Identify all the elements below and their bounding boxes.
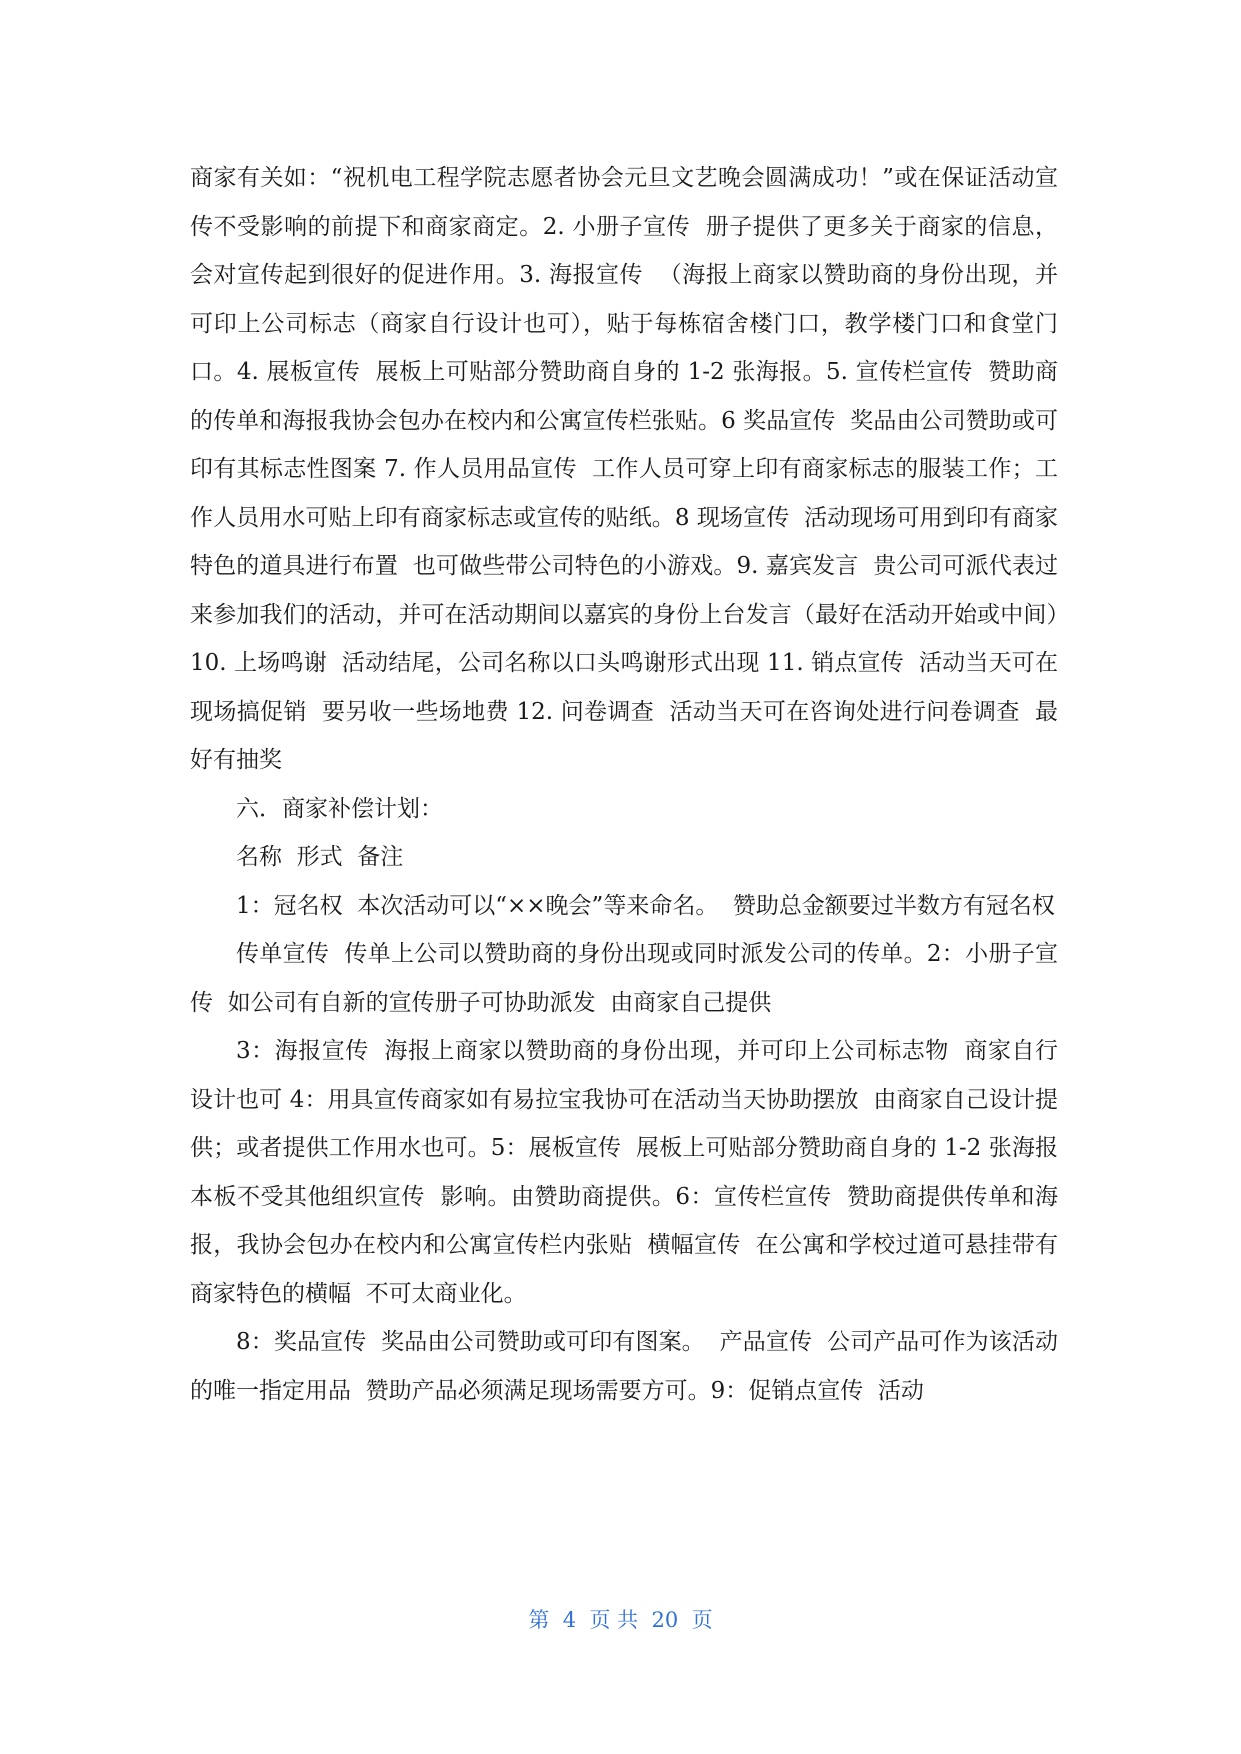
paragraph-flyer-booklet: 传单宣传 传单上公司以赞助商的身份出现或同时派发公司的传单。2：小册子宣传 如公司有自新的宣传册子可协助派发 由商家自己提供 (190, 941, 1058, 1016)
paragraph-sponsor-publicity: 商家有关如：“祝机电工程学院志愿者协会元旦文艺晚会圆满成功！”或在保证活动宣传不受影响的前提下和商家商定。2. 小册子宣传 册子提供了更多关于商家的信息，会对宣传起到很好的促进作用。3. 海报宣传 （海报上商家以赞助商的身份出现，并可印上公司标志（商家自行设计也可），贴于每栋宿舍楼门口，教学楼门口和食堂门口。4. 展板宣传 展板上可贴部分赞助商自身的 1-2 张海报。5. 宣传栏宣传 赞助商的传单和海报我协会包办在校内和公寓宣传栏张贴。6 奖品宣传 奖品由公司赞助或可印有其标志性图案 7. 作人员用品宣传 工作人员可穿上印有商家标志的服装工作；工作人员用水可贴上印有商家标志或宣传的贴纸。8 现场宣传 活动现场可用到印有商家特色的道具进行布置 也可做些带公司特色的小游戏。9. 嘉宾发言 贵公司可派代表过来参加我们的活动，并可在活动期间以嘉宾的身份上台发言（最好在活动开始或中间）10. 上场鸣谢 活动结尾，公司名称以口头鸣谢形式出现 11. 销点宣传 活动当天可在现场搞促销 要另收一些场地费 12. 问卷调查 活动当天可在咨询处进行问卷调查 最好有抽奖 (190, 165, 1058, 773)
paragraph-prize-product: 8：奖品宣传 奖品由公司赞助或可印有图案。 产品宣传 公司产品可作为该活动的唯一指定用品 赞助产品必须满足现场需要方可。9：促销点宣传 活动 (190, 1329, 1058, 1404)
table-header-line: 名称 形式 备注 (236, 844, 404, 870)
page-number-footer: 第 4 页 共 20 页 (528, 1608, 713, 1632)
paragraph-naming-rights: 1：冠名权 本次活动可以“××晚会”等来命名。 赞助总金额要过半数方有冠名权 (236, 892, 1055, 919)
paragraph-poster-display: 3：海报宣传 海报上商家以赞助商的身份出现，并可印上公司标志物 商家自行设计也可 4：用具宣传商家如有易拉宝我协可在活动当天协助摆放 由商家自己设计提 供；或者提供工作用水也可。5：展板宣传 展板上可贴部分赞助商自身的 1-2 张海报 本板不受其他组织宣传 影响。由赞助商提供。6：宣传栏宣传 赞助商提供传单和海报，我协会包办在校内和公寓宣传栏内张贴 横幅宣传 在公寓和学校过道可悬挂带有商家特色的横幅 不可太商业化。 (190, 1038, 1073, 1307)
document-body (190, 154, 1073, 1415)
section-heading-compensation-plan: 六．商家补偿计划： (236, 795, 443, 822)
